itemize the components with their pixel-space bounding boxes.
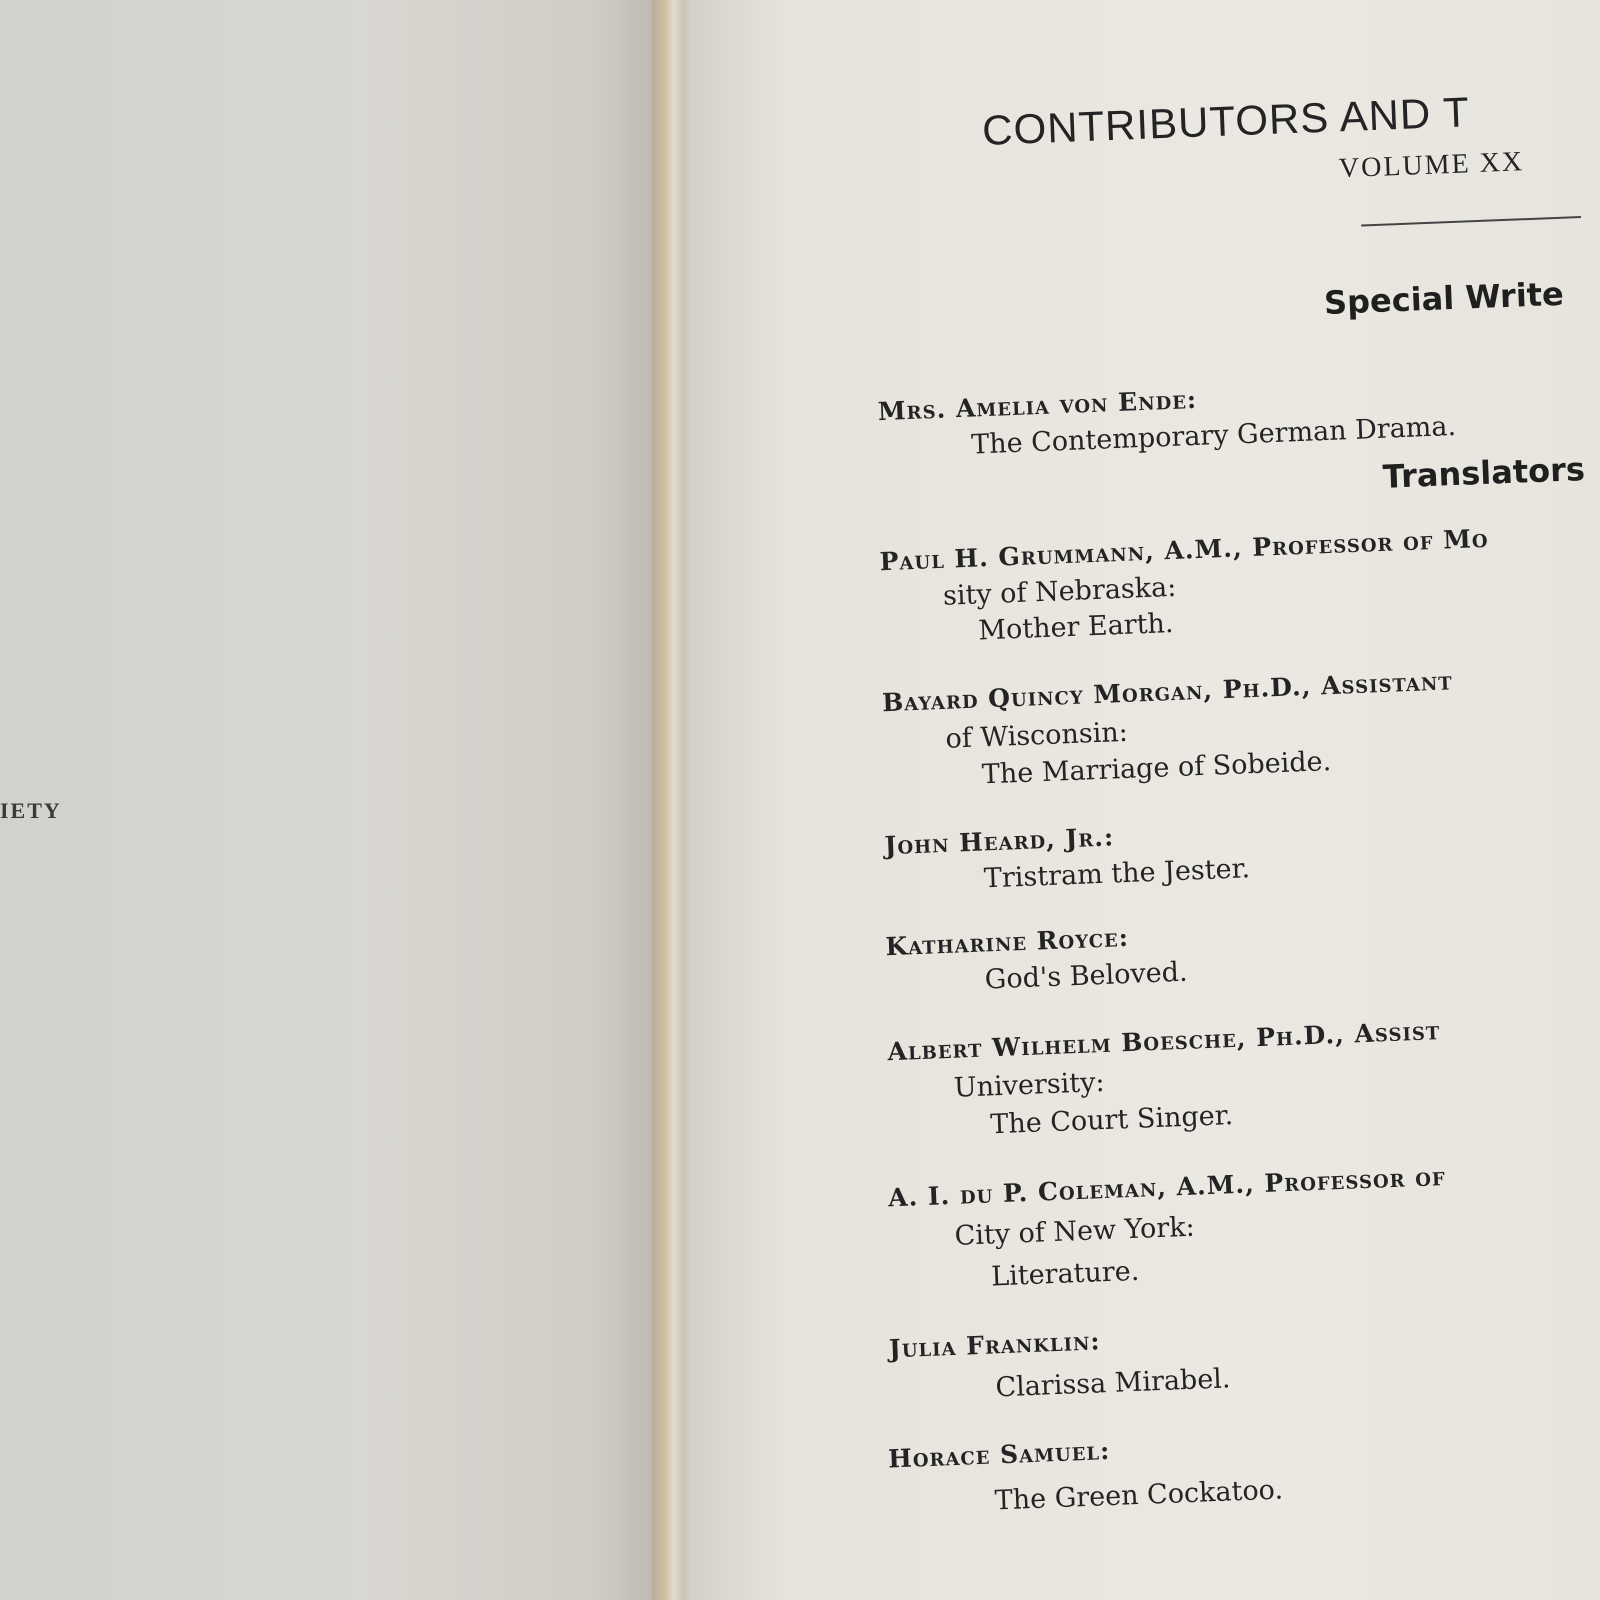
contributor-name: A. I. du P. Coleman, A.M., Professor of [887,1161,1447,1213]
contributed-work: God's Beloved. [984,956,1189,996]
contributor-name: Bayard Quincy Morgan, Ph.D., Assistant [881,666,1454,718]
page-content [692,0,1600,1599]
contributor-affiliation: City of New York: [954,1211,1196,1252]
section-heading-translators: Translators [1382,450,1586,496]
contributor-name: Albert Wilhelm Boesche, Ph.D., Assist [886,1016,1441,1067]
contributed-work: Clarissa Mirabel. [994,1363,1232,1404]
left-page [0,0,660,1600]
title-rule [1361,216,1581,226]
page-title: CONTRIBUTORS AND T [981,88,1471,154]
contributed-work: Literature. [990,1255,1140,1293]
contributed-work: The Court Singer. [989,1100,1234,1141]
volume-label: VOLUME XX [1338,146,1525,185]
contributed-work: The Green Cockatoo. [994,1474,1284,1517]
contributed-work: Mother Earth. [977,607,1175,647]
contributed-work: The Contemporary German Drama. [970,410,1457,461]
contributor-name: Mrs. Amelia von Ende: [877,384,1198,427]
right-page [692,0,1600,1600]
section-heading-special-writers: Special Write [1323,274,1565,322]
contributor-name: Katharine Royce: [884,922,1130,962]
contributor-affiliation: of Wisconsin: [944,716,1129,755]
contributor-affiliation: University: [953,1066,1106,1104]
contributor-name: Horace Samuel: [887,1436,1111,1474]
contributor-name: John Heard, Jr.: [884,822,1115,861]
contributed-work: Tristram the Jester. [983,853,1251,895]
contributor-name: Julia Franklin: [888,1326,1102,1364]
contributed-work: The Marriage of Sobeide. [981,746,1332,791]
left-page-bleed-text: IETY [0,798,62,823]
contributor-name: Paul H. Grummann, A.M., Professor of Mo [879,523,1490,577]
book-gutter [652,0,692,1600]
contributor-affiliation: sity of Nebraska: [942,571,1177,612]
